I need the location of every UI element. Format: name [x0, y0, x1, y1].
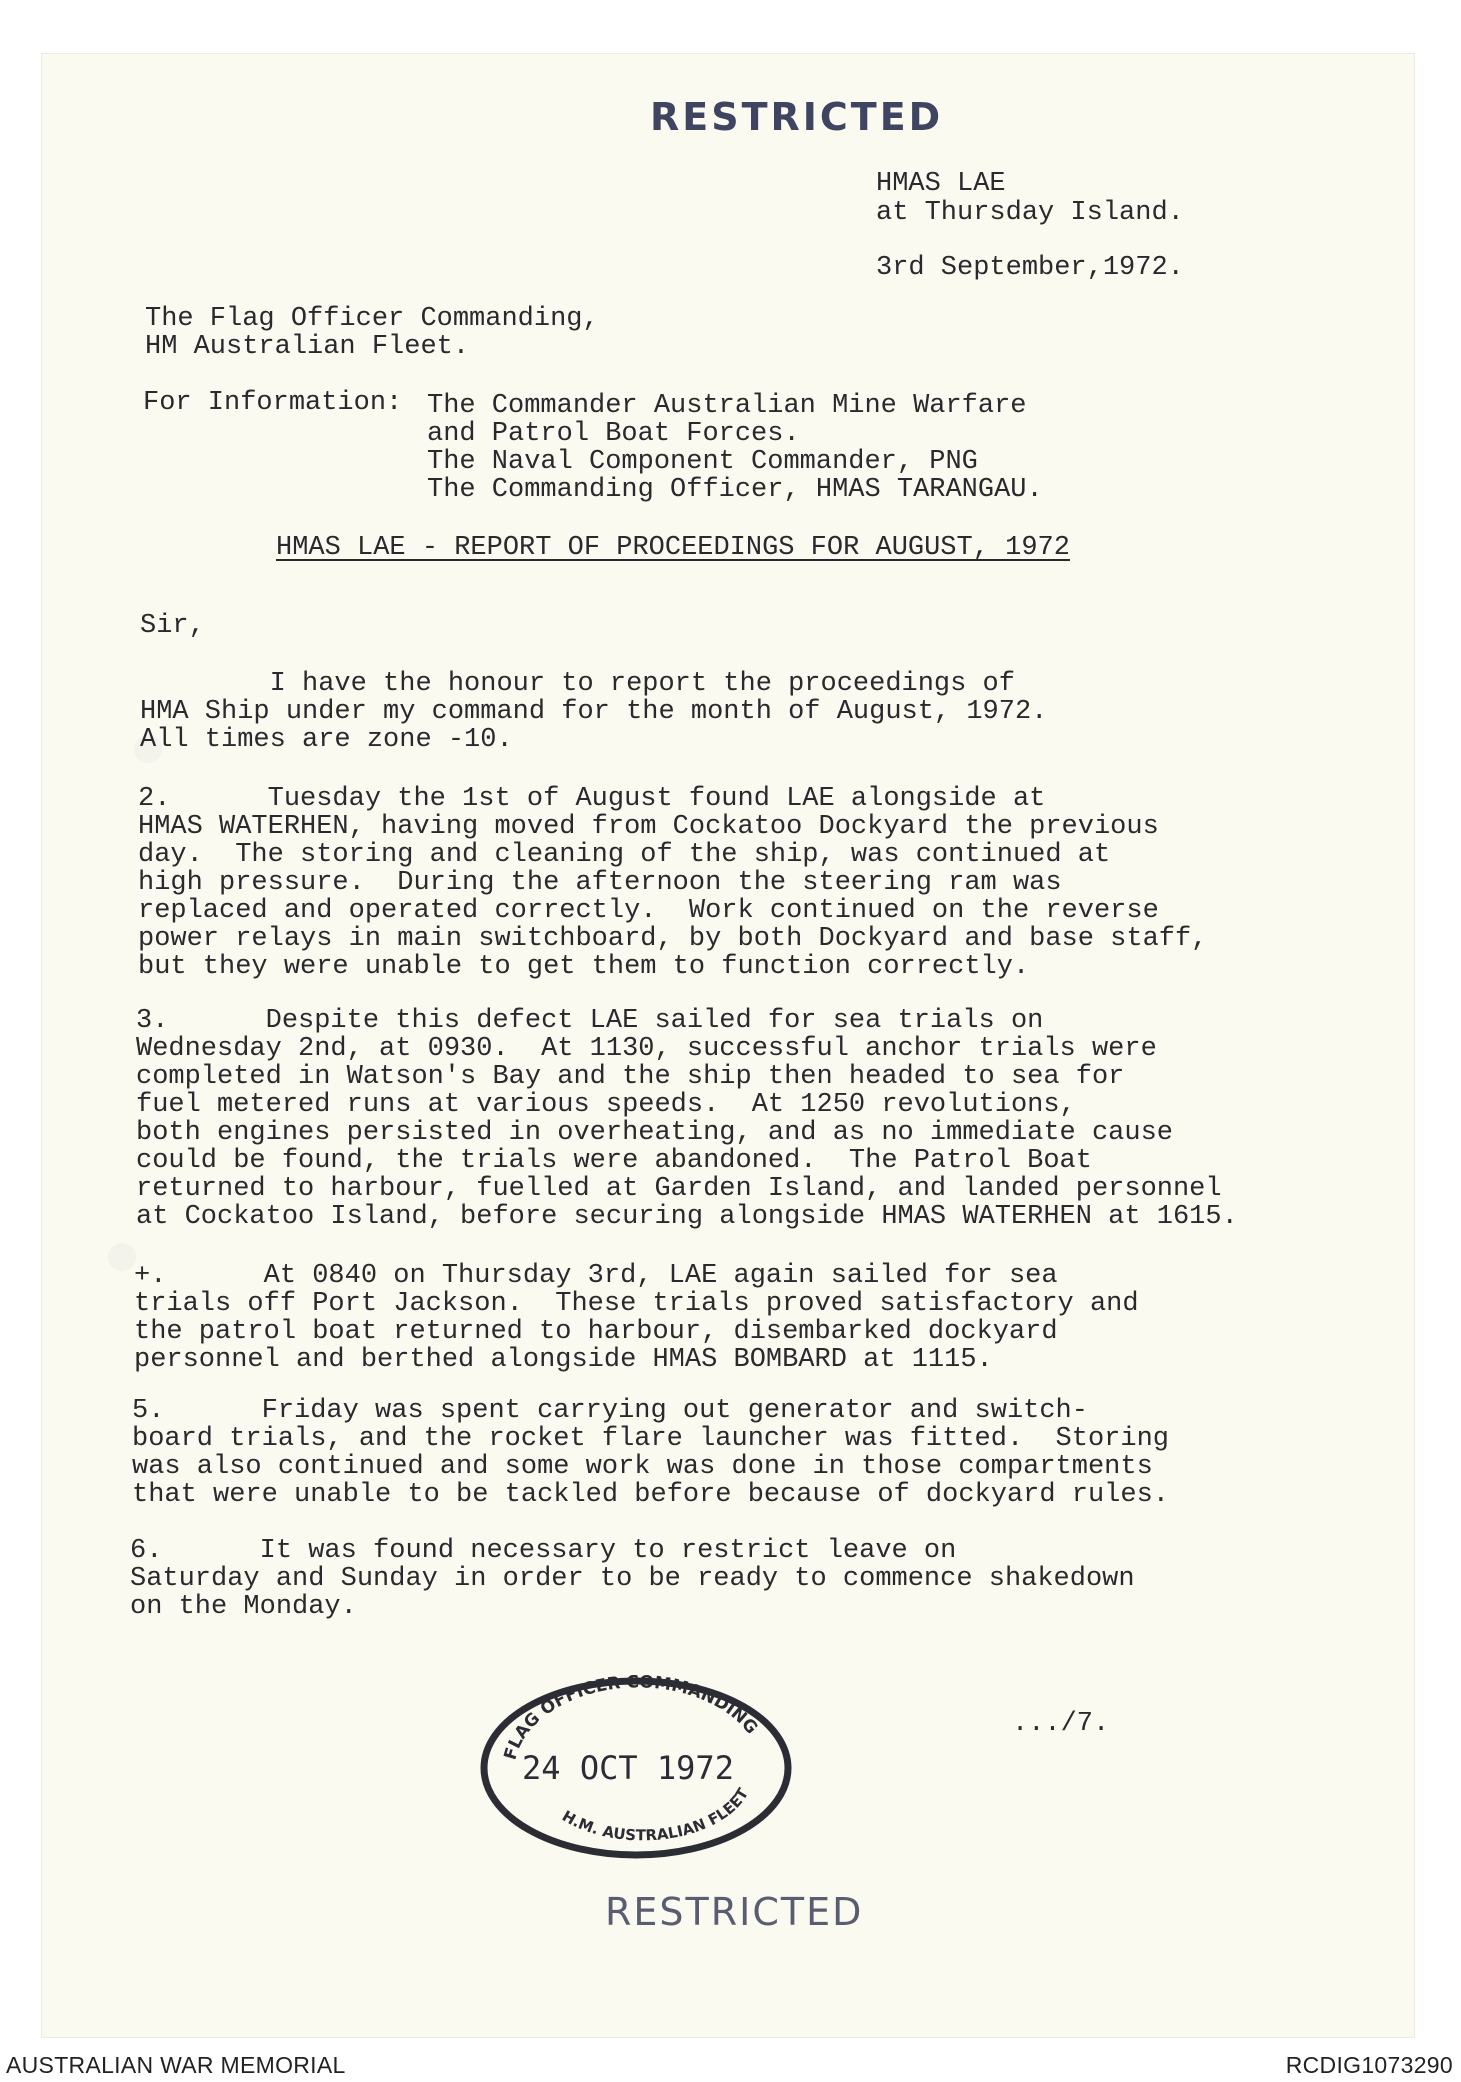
- paragraph-line: fuel metered runs at various speeds. At 1250 revolutions,: [136, 1090, 1076, 1120]
- classification-stamp-top: RESTRICTED: [650, 95, 944, 139]
- paragraph-line: was also continued and some work was done in those compartments: [132, 1452, 1153, 1482]
- paragraph-line: could be found, the trials were abandoned. The Patrol Boat: [136, 1146, 1092, 1176]
- paragraph-line: on the Monday.: [130, 1592, 357, 1622]
- paragraph-line: personnel and berthed alongside HMAS BOMBARD at 1115.: [134, 1345, 993, 1375]
- paragraph-line: day. The storing and cleaning of the ship, was continued at: [138, 840, 1111, 870]
- paragraph-line: 3. Despite this defect LAE sailed for sea trials on: [136, 1006, 1044, 1036]
- paragraph-line: the patrol boat returned to harbour, disembarked dockyard: [134, 1317, 1058, 1347]
- paragraph-line: completed in Watson's Bay and the ship then headed to sea for: [136, 1062, 1125, 1092]
- paragraph-line: power relays in main switchboard, by both Dockyard and base staff,: [138, 924, 1208, 954]
- paragraph-line: replaced and operated correctly. Work continued on the reverse: [138, 896, 1159, 926]
- received-date-stamp: [478, 1675, 794, 1861]
- scan-mark: [108, 1243, 136, 1271]
- for-information-label: For Information:: [143, 388, 403, 418]
- paragraph-line: All times are zone -10.: [140, 725, 513, 755]
- paragraph-line: Saturday and Sunday in order to be ready to commence shakedown: [130, 1564, 1135, 1594]
- ship-name: HMAS LAE: [876, 169, 1006, 199]
- paragraph-line: I have the honour to report the proceedings of: [140, 669, 1015, 699]
- seal-bottom-text: H.M. AUSTRALIAN FLEET: [559, 1785, 753, 1845]
- classification-stamp-bottom: RESTRICTED: [605, 1890, 864, 1934]
- for-information-line: The Commander Australian Mine Warfare: [427, 391, 1027, 421]
- location: at Thursday Island.: [876, 198, 1184, 228]
- paragraph-line: high pressure. During the afternoon the steering ram was: [138, 868, 1062, 898]
- for-information-line: The Naval Component Commander, PNG: [427, 447, 978, 477]
- paragraph-line: HMA Ship under my command for the month of August, 1972.: [140, 697, 1048, 727]
- report-title: HMAS LAE - REPORT OF PROCEEDINGS FOR AUGUST, 1972: [276, 533, 1070, 563]
- continuation-marker: .../7.: [1012, 1709, 1110, 1739]
- paragraph-line: both engines persisted in overheating, and as no immediate cause: [136, 1118, 1173, 1148]
- archive-reference: RCDIG1073290: [1285, 2052, 1453, 2078]
- paragraph-line: 6. It was found necessary to restrict leave on: [130, 1536, 957, 1566]
- paragraph-line: +. At 0840 on Thursday 3rd, LAE again sailed for sea: [134, 1261, 1058, 1291]
- addressee-line: HM Australian Fleet.: [145, 332, 470, 362]
- seal-top-text: FLAG OFFICER COMMANDING: [500, 1675, 762, 1763]
- for-information-line: and Patrol Boat Forces.: [427, 419, 800, 449]
- paragraph-line: returned to harbour, fuelled at Garden Island, and landed personnel: [136, 1174, 1222, 1204]
- paragraph-line: HMAS WATERHEN, having moved from Cockatoo Dockyard the previous: [138, 812, 1159, 842]
- letter-date: 3rd September,1972.: [876, 253, 1184, 283]
- for-information-line: The Commanding Officer, HMAS TARANGAU.: [427, 475, 1043, 505]
- paragraph-line: trials off Port Jackson. These trials proved satisfactory and: [134, 1289, 1139, 1319]
- salutation: Sir,: [140, 611, 205, 641]
- archive-credit: AUSTRALIAN WAR MEMORIAL: [6, 2052, 346, 2078]
- paragraph-line: 2. Tuesday the 1st of August found LAE alongside at: [138, 784, 1046, 814]
- paragraph-line: at Cockatoo Island, before securing alongside HMAS WATERHEN at 1615.: [136, 1202, 1238, 1232]
- paragraph-line: that were unable to be tackled before because of dockyard rules.: [132, 1480, 1169, 1510]
- paragraph-line: board trials, and the rocket flare launcher was fitted. Storing: [132, 1424, 1169, 1454]
- seal-date: 24 OCT 1972: [522, 1749, 734, 1787]
- addressee-line: The Flag Officer Commanding,: [145, 304, 599, 334]
- paragraph-line: Wednesday 2nd, at 0930. At 1130, successful anchor trials were: [136, 1034, 1157, 1064]
- paragraph-line: 5. Friday was spent carrying out generator and switch-: [132, 1396, 1088, 1426]
- paragraph-line: but they were unable to get them to function correctly.: [138, 952, 1030, 982]
